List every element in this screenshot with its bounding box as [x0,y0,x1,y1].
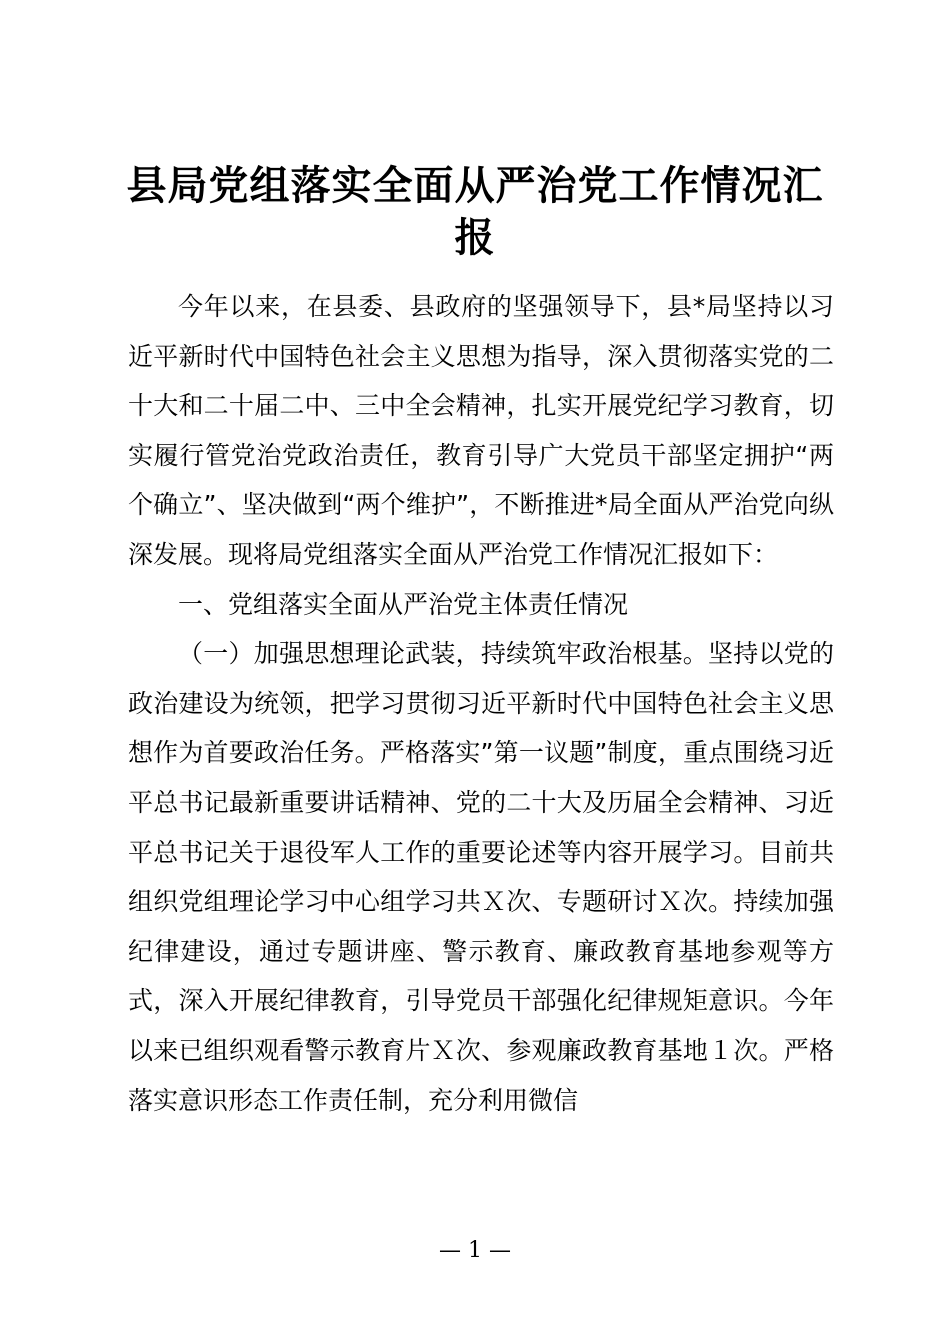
document-title: 县局党组落实全面从严治党工作情况汇报 [126,162,824,261]
document-body [128,282,834,1125]
page-number: — 1 — [439,1238,511,1263]
subsection-paragraph: （一）加强思想理论武装，持续筑牢政治根基。坚持以党的政治建设为统领，把学习贯彻习近平新时代中国特色社会主义思想作为首要政治任务。严格落实”第一议题”制度，重点围绕习近平总书记最新重要讲话精神、党的二十大及历届全会精神、习近平总书记关于退役军人工作的重要论述等内容开展学习。目前共组织党组理论学习中心组学习共Ｘ次、专题研讨Ｘ次。持续加强纪律建设，通过专题讲座、警示教育、廉政教育基地参观等方式，深入开展纪律教育，引导党员干部强化纪律规矩意识。今年以来已组织观看警示教育片Ｘ次、参观廉政教育基地１次。严格落实意识形态工作责任制，充分利用微信 [128,639,834,1115]
intro-paragraph: 今年以来，在县委、县政府的坚强领导下，县*局坚持以习近平新时代中国特色社会主义思想为指导，深入贯彻落实党的二十大和二十届二中、三中全会精神，扎实开展党纪学习教育，切实履行管党治党政治责任，教育引导广大党员干部坚定拥护“两个确立”、坚决做到“两个维护”，不断推进*局全面从严治党向纵深发展。现将局党组落实全面从严治党工作情况汇报如下： [128,292,834,569]
section-heading: 一、党组落实全面从严治党主体责任情况 [178,589,629,619]
